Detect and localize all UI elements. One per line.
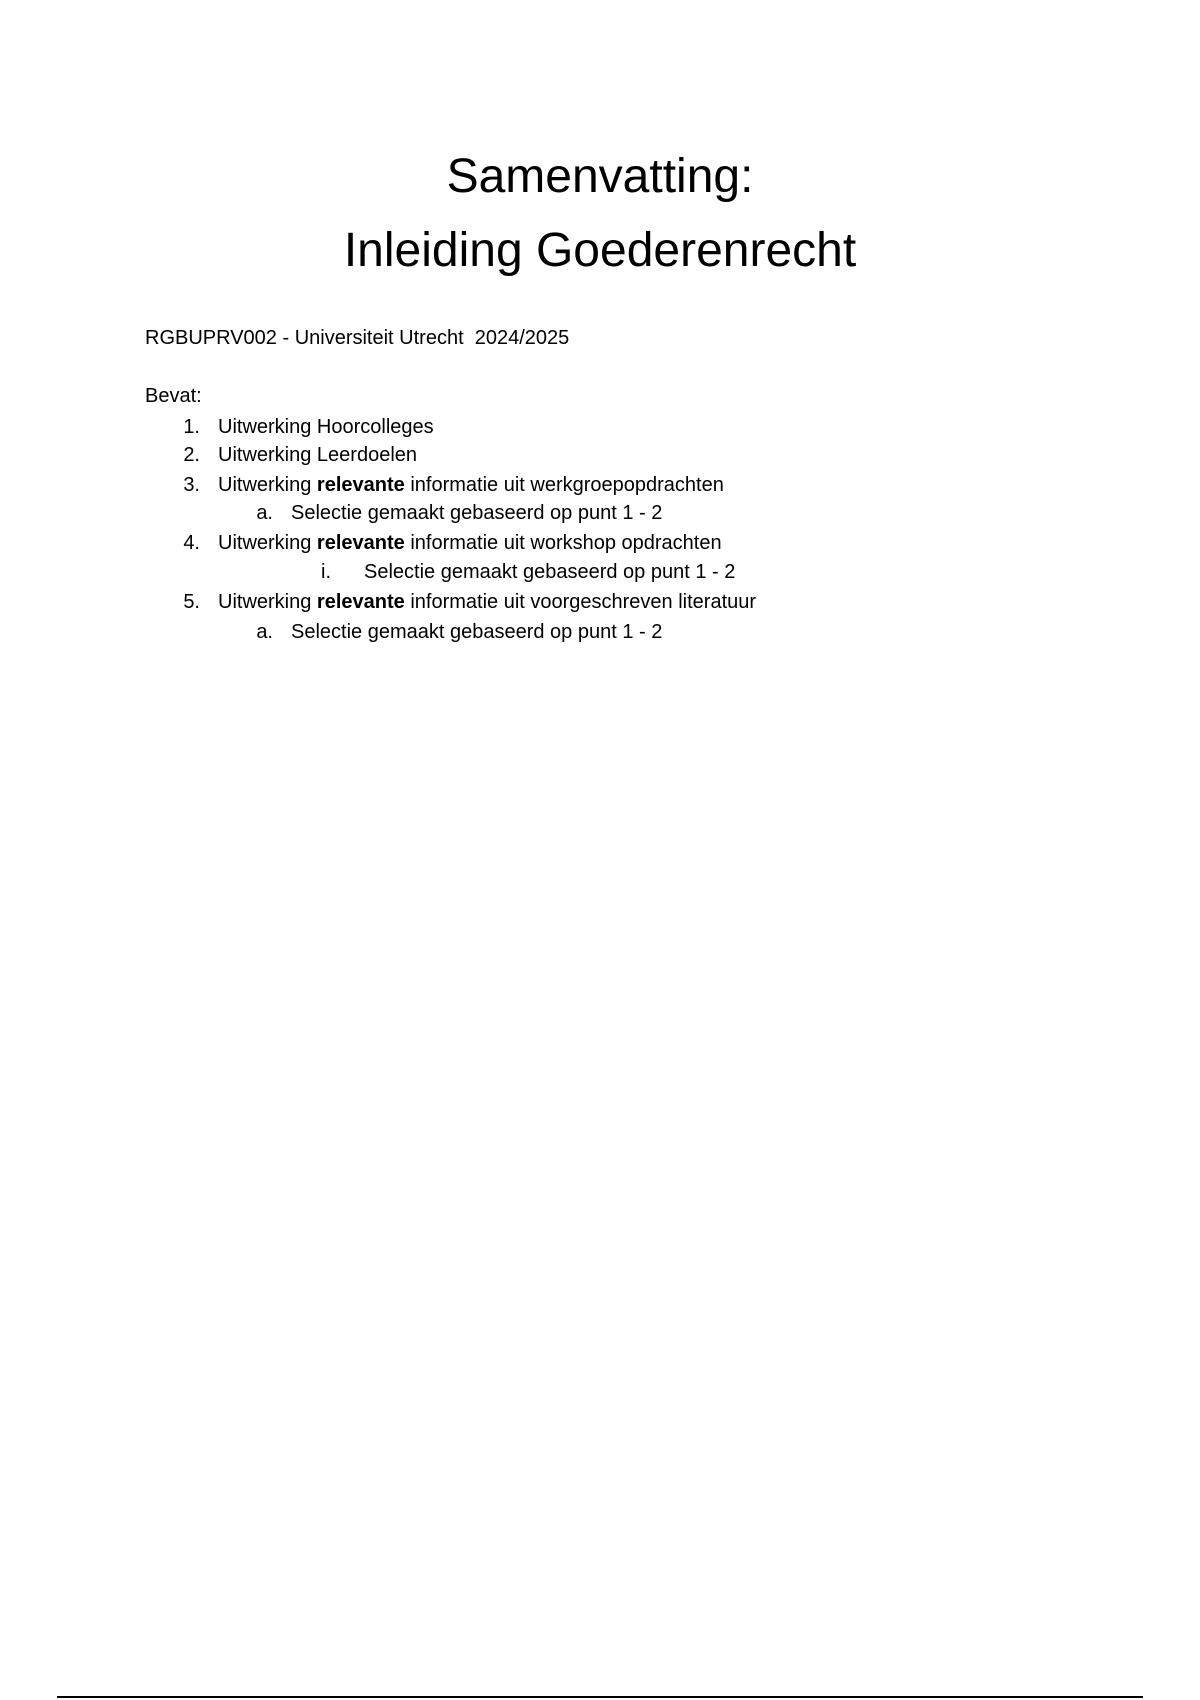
- list-item-text-before: Selectie gemaakt gebaseerd op punt 1 - 2: [364, 561, 736, 583]
- page-bottom-rule: [57, 1696, 1143, 1698]
- list-item-text-after: informatie uit werkgroepopdrachten: [404, 474, 724, 496]
- list-marker: a.: [256, 621, 273, 643]
- list-item-text: [291, 500, 662, 526]
- title-line-2: Inleiding Goederenrecht: [343, 224, 857, 277]
- contains-label: Bevat:: [145, 385, 202, 407]
- list-item-text-before: Uitwerking: [218, 591, 317, 613]
- list-item-text-before: Uitwerking: [218, 532, 317, 554]
- list-item-text: [218, 442, 417, 468]
- list-item-text-before: Uitwerking Leerdoelen: [218, 444, 418, 466]
- list-item-text: [218, 530, 722, 556]
- list-item-text: [218, 589, 756, 615]
- list-item-text-before: Uitwerking Hoorcolleges: [218, 416, 434, 438]
- list-marker: 4.: [183, 532, 200, 554]
- list-item-emphasis: relevante: [316, 474, 405, 496]
- list-item-text: [291, 619, 662, 645]
- list-item-emphasis: relevante: [316, 591, 405, 613]
- list-item-text-before: Selectie gemaakt gebaseerd op punt 1 - 2: [291, 502, 663, 524]
- list-marker: 5.: [183, 591, 200, 613]
- list-item-text: [218, 414, 434, 440]
- list-item-text: [364, 559, 735, 585]
- list-item-text-before: Selectie gemaakt gebaseerd op punt 1 - 2: [291, 621, 663, 643]
- list-item-text-after: informatie uit voorgeschreven literatuur: [404, 591, 757, 613]
- list-marker: 3.: [183, 474, 200, 496]
- list-item-text-before: Uitwerking: [218, 474, 317, 496]
- list-marker: 2.: [183, 444, 200, 466]
- list-item-text: [218, 472, 724, 498]
- list-item-text-after: informatie uit workshop opdrachten: [404, 532, 722, 554]
- title-line-1: Samenvatting:: [446, 150, 754, 203]
- course-info: RGBUPRV002 - Universiteit Utrecht 2024/2025: [145, 327, 570, 349]
- list-marker: a.: [256, 502, 273, 524]
- list-item-emphasis: relevante: [316, 532, 405, 554]
- document-title: [0, 140, 1200, 288]
- list-marker: i.: [321, 561, 331, 583]
- list-marker: 1.: [183, 416, 200, 438]
